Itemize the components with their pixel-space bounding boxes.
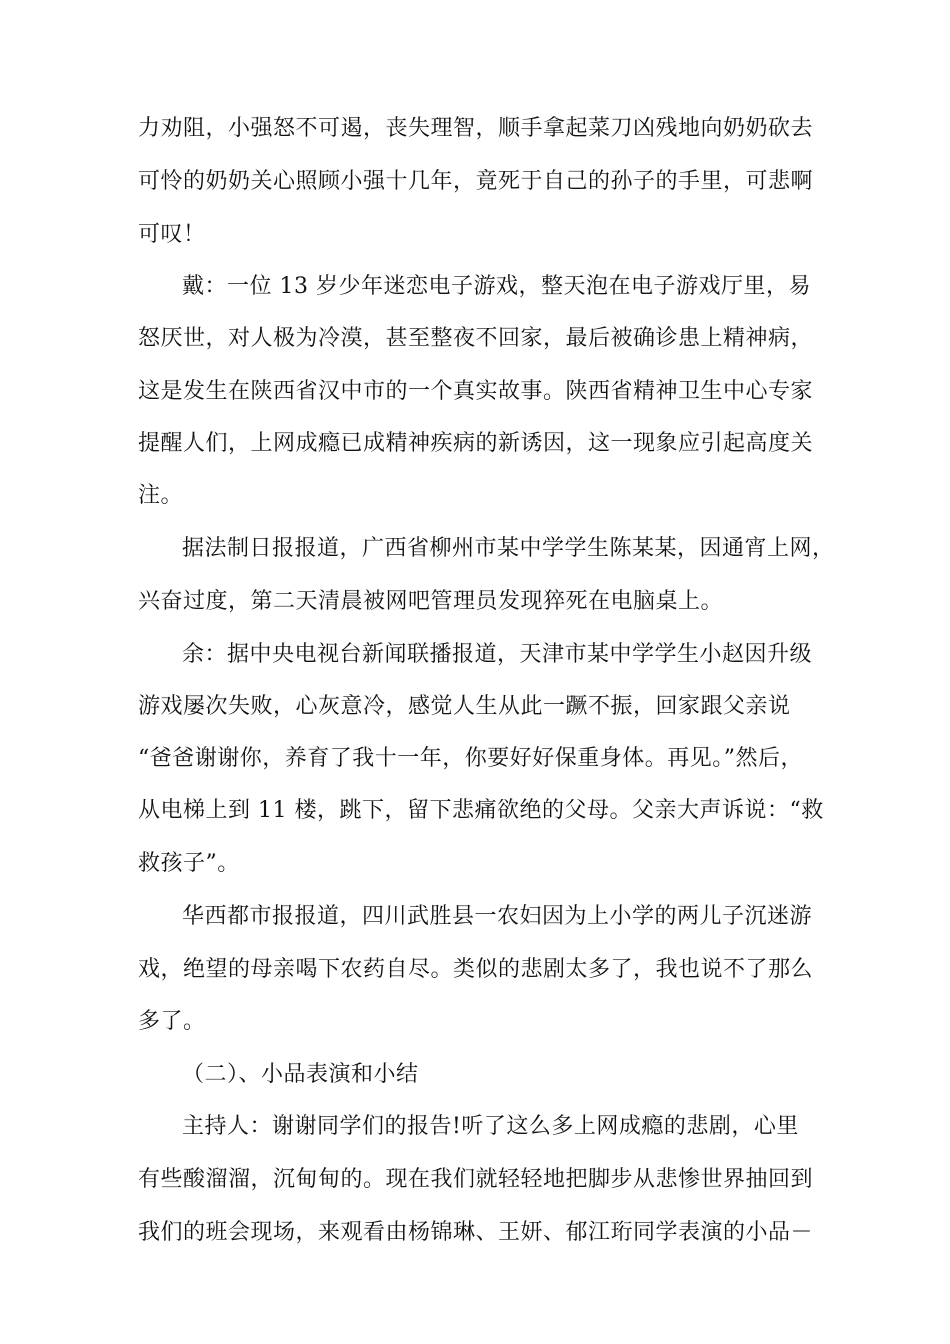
text-line: 怒厌世，对人极为冷漠，甚至整夜不回家，最后被确诊患上精神病，: [138, 326, 814, 351]
text-line: 戏，绝望的母亲喝下农药自尽。类似的悲剧太多了，我也说不了那么: [138, 957, 814, 982]
text-line: “爸爸谢谢你，养育了我十一年，你要好好保重身体。再见。”然后，: [138, 746, 803, 771]
text-line: 兴奋过度，第二天清晨被网吧管理员发现猝死在电脑桌上。: [138, 589, 724, 614]
text-line: 主持人：谢谢同学们的报告!听了这么多上网成瘾的悲剧，心里: [182, 1114, 799, 1139]
text-line: 据法制日报报道，广西省柳州市某中学学生陈某某，因通宵上网，: [182, 536, 835, 561]
text-line: 游戏屡次失败，心灰意冷，感觉人生从此一蹶不振，回家跟父亲说: [138, 694, 791, 719]
text-line: 注。: [138, 483, 184, 508]
text-line: 戴：一位 13 岁少年迷恋电子游戏，整天泡在电子游戏厅里，易: [182, 274, 811, 299]
text-line: 有些酸溜溜，沉甸甸的。现在我们就轻轻地把脚步从悲惨世界抽回到: [138, 1167, 814, 1192]
text-line: 华西都市报报道，四川武胜县一农妇因为上小学的两儿子沉迷游: [182, 904, 813, 929]
text-line: 这是发生在陕西省汉中市的一个真实故事。陕西省精神卫生中心专家: [138, 379, 814, 404]
text-line: 可叹！: [138, 222, 206, 247]
text-line: 我们的班会现场，来观看由杨锦琳、王妍、郁江珩同学表演的小品－: [138, 1220, 814, 1245]
text-line: 多了。: [138, 1009, 206, 1034]
section-heading: （二）、小品表演和小结: [182, 1062, 419, 1087]
text-line: 从电梯上到 11 楼，跳下，留下悲痛欲绝的父母。父亲大声诉说：“救: [138, 798, 824, 823]
text-line: 提醒人们，上网成瘾已成精神疾病的新诱因，这一现象应引起高度关: [138, 431, 814, 456]
text-line: 力劝阻，小强怒不可遏，丧失理智，顺手拿起菜刀凶残地向奶奶砍去: [138, 116, 814, 141]
text-line: 可怜的奶奶关心照顾小强十几年，竟死于自己的孙子的手里，可悲啊: [138, 169, 814, 194]
text-line: 救孩子”。: [138, 851, 240, 876]
text-line: 余：据中央电视台新闻联播报道，天津市某中学学生小赵因升级: [182, 642, 813, 667]
